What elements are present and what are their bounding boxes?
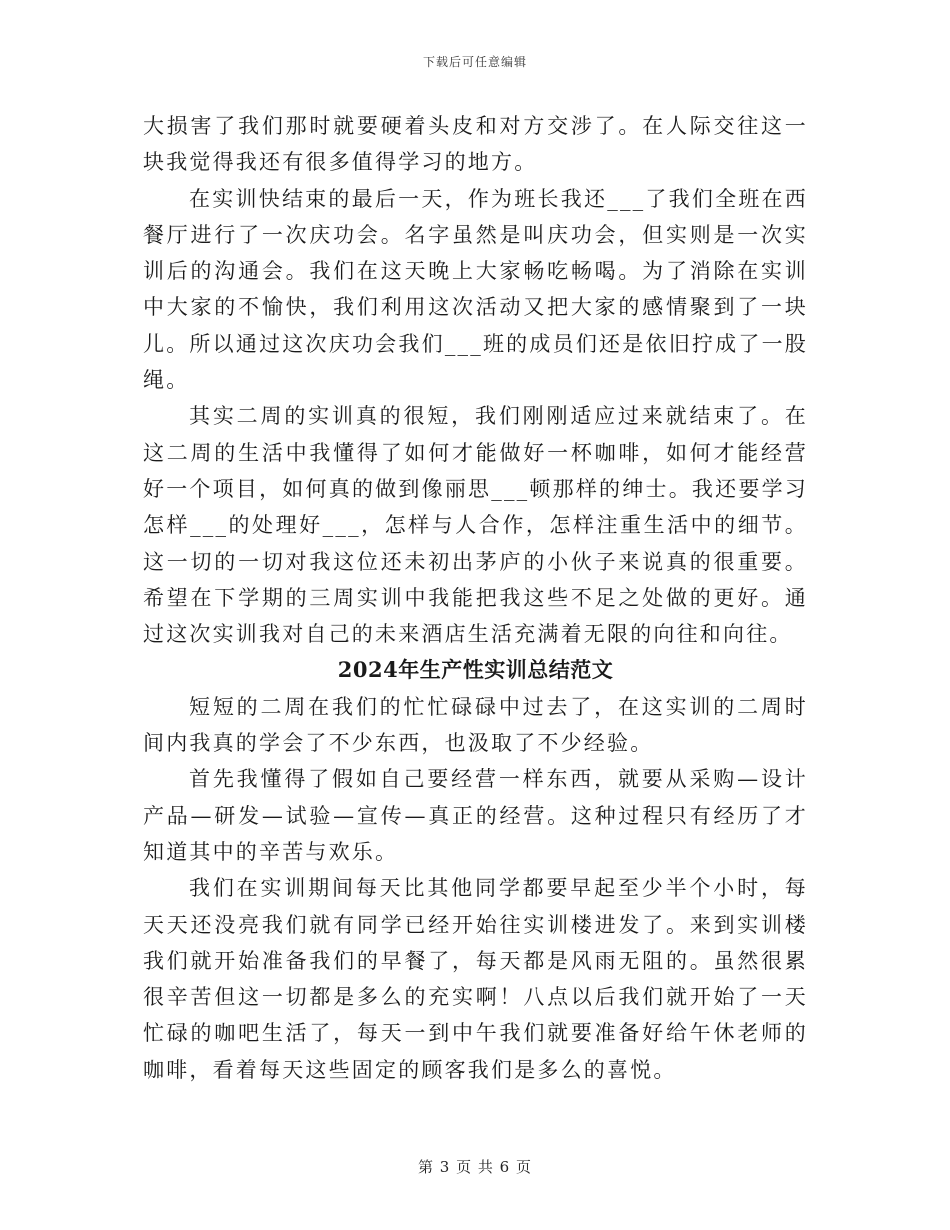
page-header: 下载后可任意编辑 — [422, 55, 527, 69]
document-body — [143, 108, 808, 1088]
paragraph-daily: 我们在实训期间每天比其他同学都要早起至少半个小时，每天天还没亮我们就有同学已经开始往实训楼进发了。来到实训楼我们就开始准备我们的早餐了，每天都是风雨无阻的。虽然很累很辛苦但这一切都是多么的充实啊！八点以后我们就开始了一天忙碌的咖吧生活了，每天一到中午我们就要准备好给午休老师的咖啡，看着每天这些固定的顾客我们是多么的喜悦。 — [143, 876, 808, 1082]
paragraph-intro: 短短的二周在我们的忙忙碌碌中过去了，在这实训的二周时间内我真的学会了不少东西，也汲取了不少经验。 — [143, 694, 808, 756]
paragraph-celebration: 在实训快结束的最后一天，作为班长我还___了我们全班在西餐厅进行了一次庆功会。名字虽然是叫庆功会，但实则是一次实训后的沟通会。我们在这天晚上大家畅吃畅喝。为了消除在实训中大家的不愉快，我们利用这次活动又把大家的感情聚到了一块儿。所以通过这次庆功会我们___班的成员们还是依旧拧成了一股绳。 — [143, 186, 808, 393]
page-footer: 第 3 页 共 6 页 — [418, 1158, 532, 1176]
section-title: 2024年生产性实训总结范文 — [337, 657, 614, 683]
paragraph-reflection: 其实二周的实训真的很短，我们刚刚适应过来就结束了。在这二周的生活中我懂得了如何才能做好一杯咖啡，如何才能经营好一个项目，如何真的做到像丽思___顿那样的绅士。我还要学习怎样___的处理好___，怎样与人合作，怎样注重生活中的细节。这一切的一切对我这位还未初出茅庐的小伙子来说真的很重要。希望在下学期的三周实训中我能把我这些不足之处做的更好。通过这次实训我对自己的未来酒店生活充满着无限的向往和向往。 — [143, 404, 808, 647]
paragraph-continued: 大损害了我们那时就要硬着头皮和对方交涉了。在人际交往这一块我觉得我还有很多值得学习的地方。 — [143, 114, 808, 175]
paragraph-process: 首先我懂得了假如自己要经营一样东西，就要从采购—设计产品—研发—试验—宣传—真正的经营。这种过程只有经历了才知道其中的辛苦与欢乐。 — [143, 767, 808, 864]
